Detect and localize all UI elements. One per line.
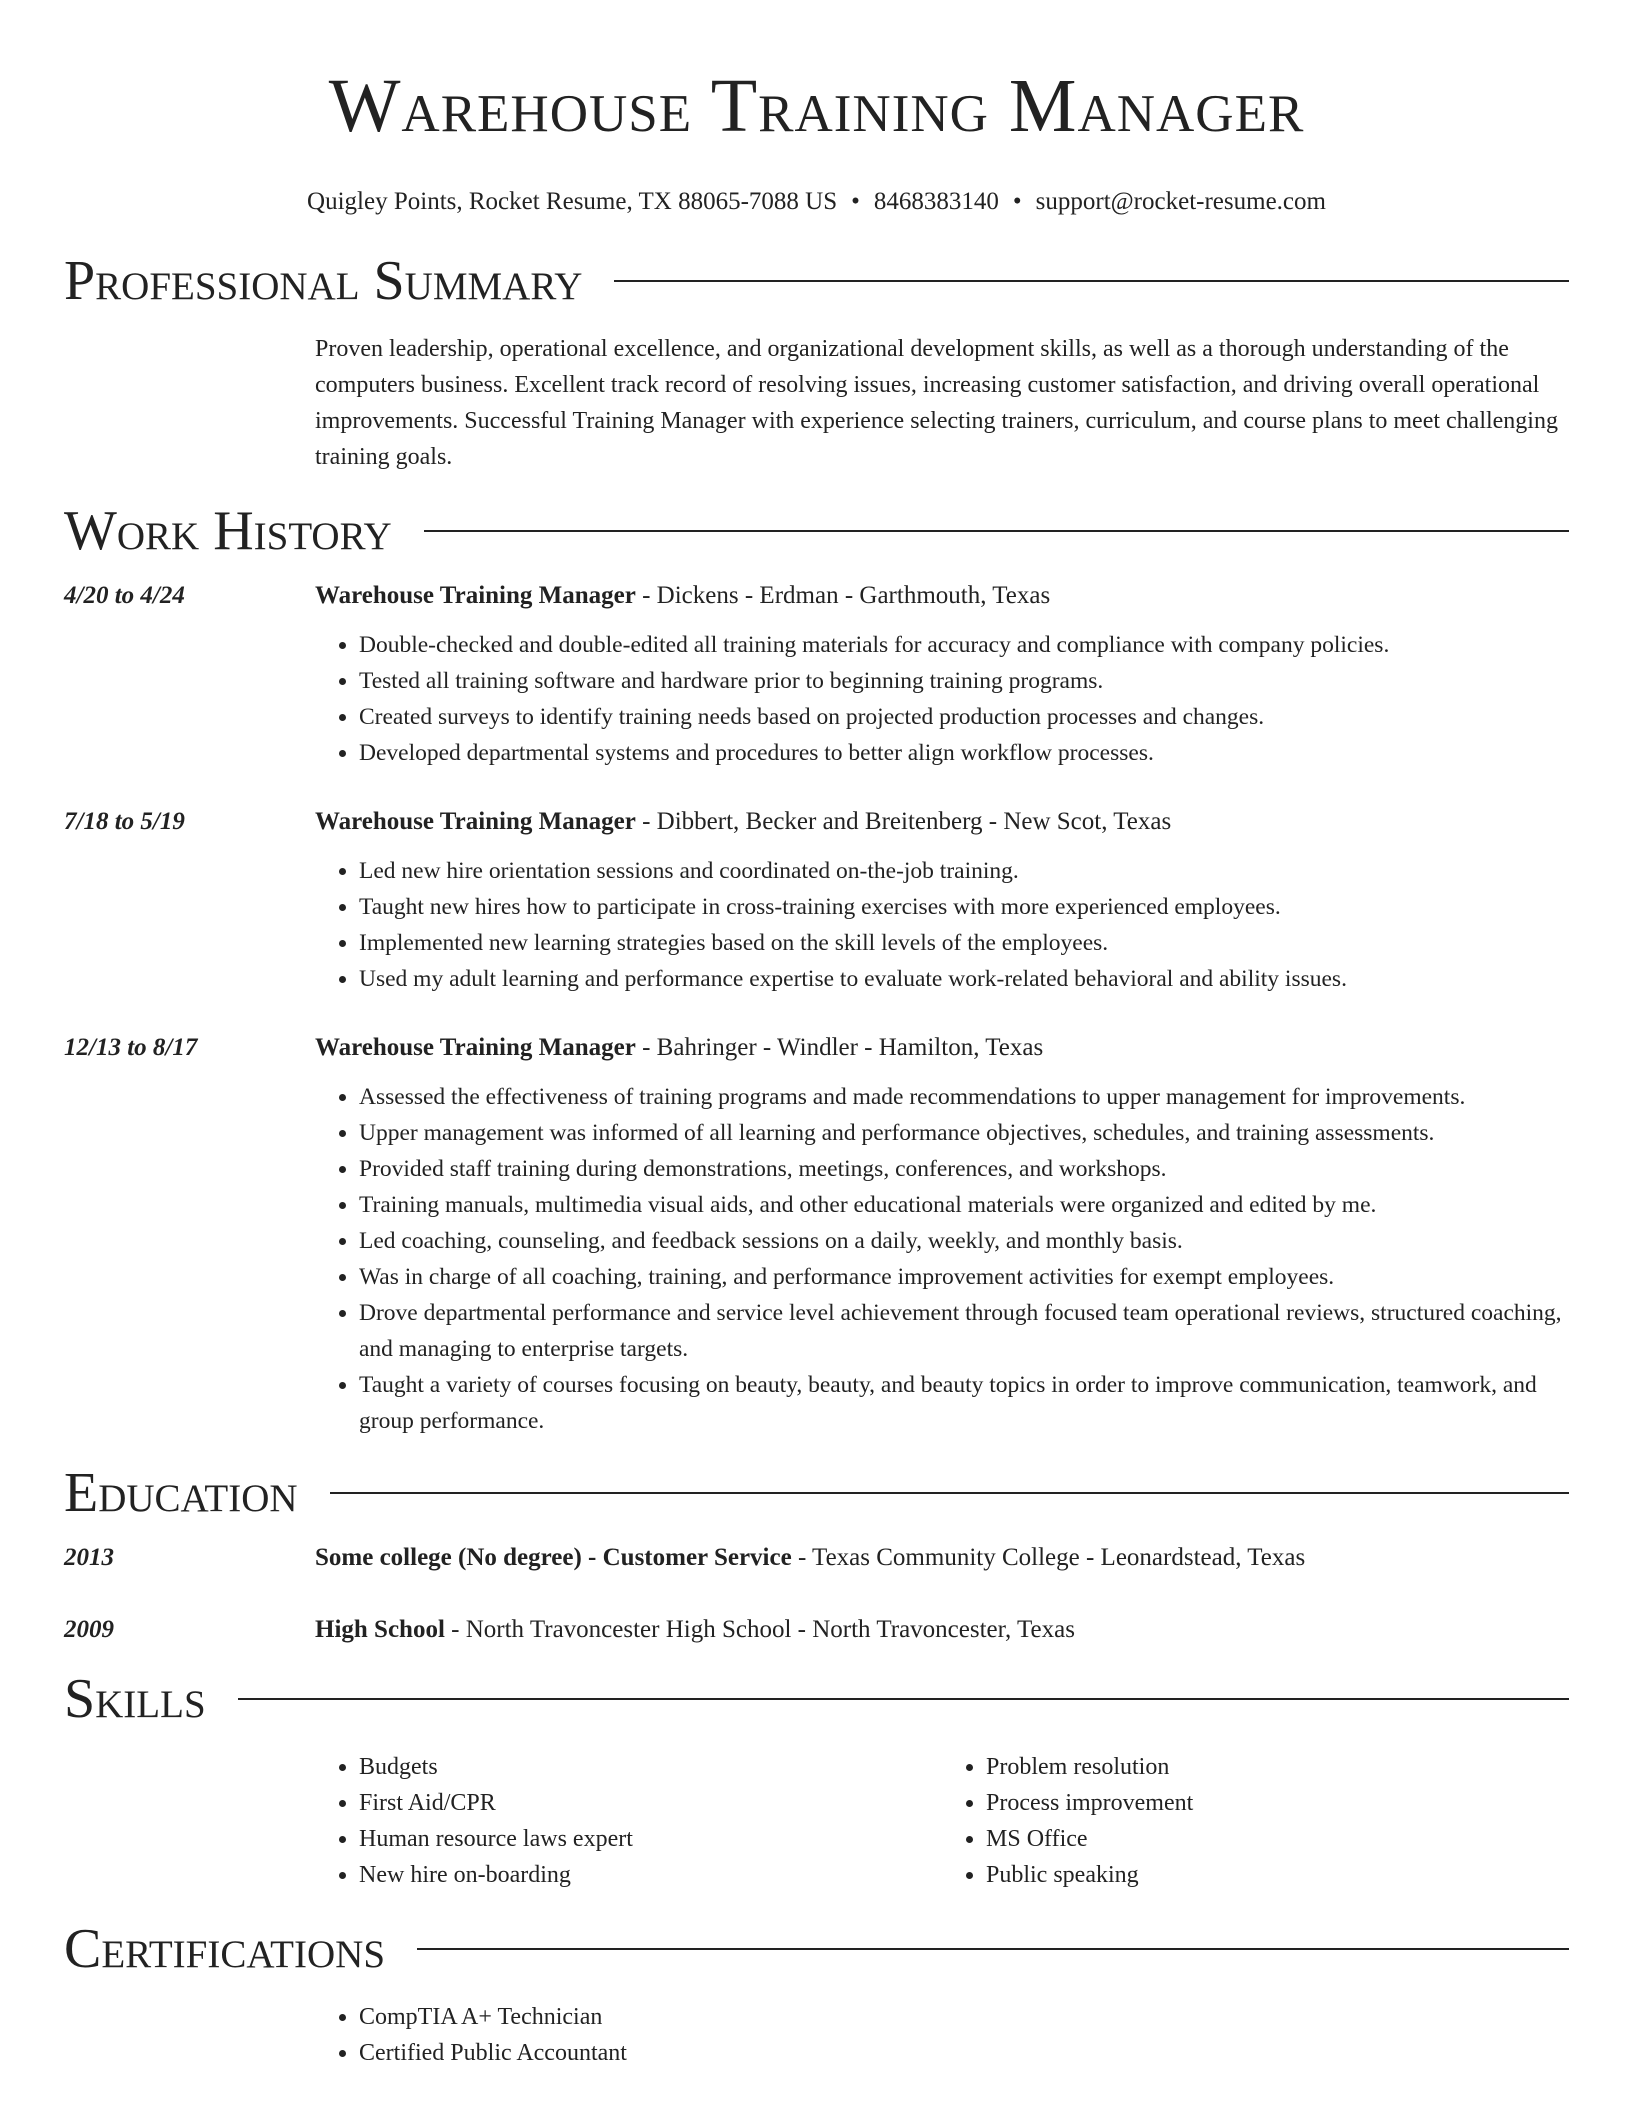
list-item: • Drove departmental performance and service level achievement through focused team operational reviews, structured coaching, and managing to enterprise targets. xyxy=(359,1295,1569,1367)
job-details: - Dickens - Erdman - Garthmouth, Texas xyxy=(635,582,1051,609)
skill-item: • Process improvement xyxy=(986,1785,1569,1821)
education-section-header xyxy=(64,1463,1569,1523)
certifications-items xyxy=(315,1999,1569,2071)
skill-item: • Human resource laws expert xyxy=(359,1821,942,1857)
list-item: • Created surveys to identify training needs based on projected production processes and changes. xyxy=(359,699,1569,735)
list-item: • Was in charge of all coaching, training, and performance improvement activities for exempt employees. xyxy=(359,1259,1569,1295)
education-entry xyxy=(64,1615,1569,1645)
job-bullets xyxy=(315,853,1569,997)
job-role: Warehouse Training Manager xyxy=(315,808,636,835)
section-divider xyxy=(417,1948,1569,1950)
skills-list xyxy=(315,1749,1569,1893)
job-role: Warehouse Training Manager xyxy=(315,582,636,609)
education-entry xyxy=(64,1543,1569,1573)
job-bullets xyxy=(315,1079,1569,1439)
list-item: • Led coaching, counseling, and feedback sessions on a daily, weekly, and monthly basis. xyxy=(359,1223,1569,1259)
job-body xyxy=(315,1033,1569,1439)
job-dates: 4/20 to 4/24 xyxy=(64,582,185,609)
candidate-name: Warehouse Training Manager xyxy=(328,64,1305,148)
section-divider xyxy=(238,1698,1569,1700)
job-details: - Dibbert, Becker and Breitenberg - New Scot, Texas xyxy=(635,808,1172,835)
education-heading xyxy=(315,1543,1569,1573)
contact-email: support@rocket-resume.com xyxy=(1035,188,1326,215)
certification-item: • Certified Public Accountant xyxy=(359,2035,1569,2071)
education-degree: Some college (No degree) - Customer Service xyxy=(315,1544,792,1571)
section-title-certifications: Certifications xyxy=(64,1918,386,1980)
job-details: - Bahringer - Windler - Hamilton, Texas xyxy=(635,1034,1044,1061)
skill-item: • First Aid/CPR xyxy=(359,1785,942,1821)
education-heading xyxy=(315,1615,1569,1645)
skill-item: • Public speaking xyxy=(986,1857,1569,1893)
summary-section-header xyxy=(64,251,1569,311)
section-title-education: Education xyxy=(64,1462,298,1524)
list-item: • Taught a variety of courses focusing on beauty, beauty, and beauty topics in order to improve communication, teamwork, and group performance. xyxy=(359,1367,1569,1439)
certifications-section-header xyxy=(64,1919,1569,1979)
list-item: • Provided staff training during demonstrations, meetings, conferences, and workshops. xyxy=(359,1151,1569,1187)
skill-item: • New hire on-boarding xyxy=(359,1857,942,1893)
section-title-skills: Skills xyxy=(64,1668,206,1730)
skills-column-left xyxy=(315,1749,942,1893)
list-item: • Double-checked and double-edited all training materials for accuracy and compliance with company policies. xyxy=(359,627,1569,663)
list-item: • Tested all training software and hardware prior to beginning training programs. xyxy=(359,663,1569,699)
job-heading xyxy=(315,581,1569,611)
contact-address: Quigley Points, Rocket Resume, TX 88065-7088 US xyxy=(307,188,838,215)
list-item: • Upper management was informed of all learning and performance objectives, schedules, and training assessments. xyxy=(359,1115,1569,1151)
contact-line xyxy=(64,187,1569,217)
contact-separator: • xyxy=(851,188,860,215)
job-body xyxy=(315,581,1569,771)
education-body xyxy=(315,1615,1569,1645)
job-entry xyxy=(64,581,1569,771)
list-item: • Assessed the effectiveness of training programs and made recommendations to upper management for improvements. xyxy=(359,1079,1569,1115)
job-bullets xyxy=(315,627,1569,771)
list-item: • Taught new hires how to participate in cross-training exercises with more experienced employees. xyxy=(359,889,1569,925)
job-entry xyxy=(64,807,1569,997)
education-body xyxy=(315,1543,1569,1573)
summary-text: Proven leadership, operational excellence, and organizational development skills, as well as a thorough understanding of the computers business. Excellent track record of resolving issues, increasing customer satisfaction, and driving overall operational improvements. Successful Training Manager with experience selecting trainers, curriculum, and course plans to meet challenging training goals. xyxy=(315,336,1558,470)
section-divider xyxy=(330,1492,1569,1494)
skills-section-header xyxy=(64,1669,1569,1729)
education-year: 2009 xyxy=(64,1616,114,1643)
job-role: Warehouse Training Manager xyxy=(315,1034,636,1061)
certifications-list xyxy=(315,1999,1569,2071)
job-body xyxy=(315,807,1569,997)
section-title-work: Work History xyxy=(64,500,392,562)
job-heading xyxy=(315,1033,1569,1063)
job-heading xyxy=(315,807,1569,837)
contact-phone: 8468383140 xyxy=(873,188,999,215)
skills-column-right xyxy=(942,1749,1569,1893)
education-degree: High School xyxy=(315,1616,445,1643)
section-divider xyxy=(424,530,1569,532)
education-year: 2013 xyxy=(64,1544,114,1571)
job-entry xyxy=(64,1033,1569,1439)
skill-item: • Budgets xyxy=(359,1749,942,1785)
skill-item: • Problem resolution xyxy=(986,1749,1569,1785)
job-dates: 12/13 to 8/17 xyxy=(64,1034,198,1061)
education-details: - North Travoncester High School - North Travoncester, Texas xyxy=(444,1616,1075,1643)
section-divider xyxy=(614,280,1569,282)
certification-item: • CompTIA A+ Technician xyxy=(359,1999,1569,2035)
work-section-header xyxy=(64,501,1569,561)
education-details: - Texas Community College - Leonardstead, Texas xyxy=(791,1544,1306,1571)
list-item: • Training manuals, multimedia visual aids, and other educational materials were organized and edited by me. xyxy=(359,1187,1569,1223)
list-item: • Used my adult learning and performance expertise to evaluate work-related behavioral and ability issues. xyxy=(359,961,1569,997)
job-dates: 7/18 to 5/19 xyxy=(64,808,185,835)
skill-item: • MS Office xyxy=(986,1821,1569,1857)
section-title-summary: Professional Summary xyxy=(64,250,583,312)
list-item: • Developed departmental systems and procedures to better align workflow processes. xyxy=(359,735,1569,771)
contact-separator: • xyxy=(1012,188,1022,215)
list-item: • Led new hire orientation sessions and coordinated on-the-job training. xyxy=(359,853,1569,889)
list-item: • Implemented new learning strategies based on the skill levels of the employees. xyxy=(359,925,1569,961)
